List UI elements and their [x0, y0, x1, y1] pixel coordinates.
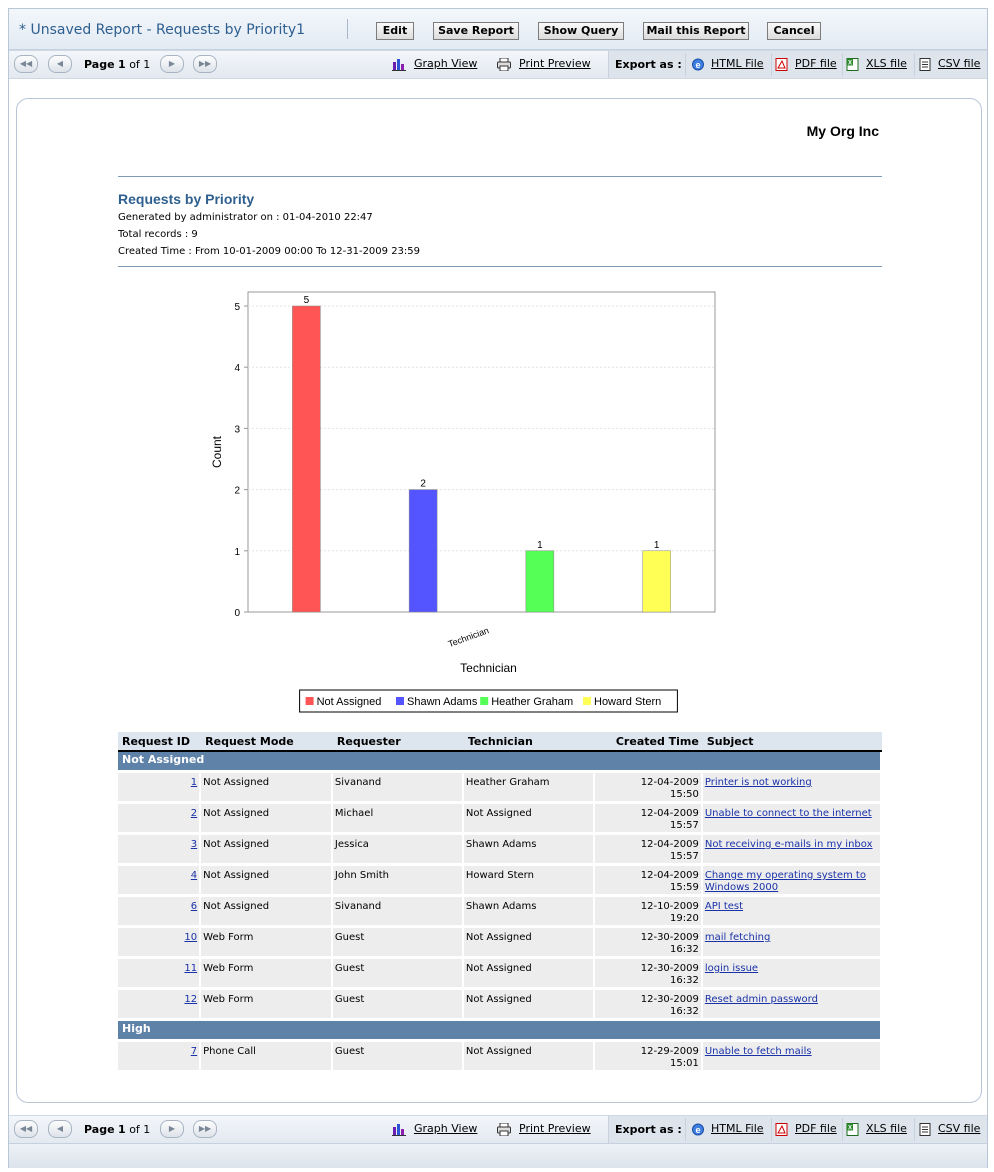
request-id-link[interactable]: 12 [184, 994, 198, 1005]
export-separator [914, 1118, 915, 1141]
requester-cell: Guest [333, 959, 464, 990]
column-header-requester[interactable]: Requester [333, 732, 464, 752]
technician-cell: Not Assigned [464, 804, 595, 835]
requester-cell: Sivanand [333, 773, 464, 804]
next-page-button[interactable]: ▶ [160, 55, 184, 73]
request-id-link[interactable]: 7 [190, 1046, 198, 1057]
group-header-label: High [118, 1021, 882, 1042]
requests-table [118, 732, 882, 1073]
request-mode-cell: Not Assigned [201, 835, 333, 866]
created-time: 15:57 [670, 851, 699, 862]
subject-cell [703, 804, 882, 835]
legend-item: Heather Graham [491, 696, 574, 708]
created-date: 12-30-2009 [640, 994, 699, 1005]
bottom-toolbar [9, 1115, 987, 1144]
request-id-link[interactable]: 2 [190, 808, 198, 819]
created-time: 15:50 [670, 789, 699, 800]
html-file-label: HTML File [711, 57, 764, 70]
page-label: Page [84, 1123, 115, 1136]
export-separator [914, 53, 915, 76]
created-datetime [641, 994, 699, 1017]
created-datetime [641, 839, 699, 862]
request-id-link[interactable]: 6 [190, 901, 198, 912]
divider [118, 266, 882, 267]
export-separator [842, 53, 843, 76]
column-header-technician[interactable]: Technician [464, 732, 595, 752]
request-id-cell [118, 897, 201, 928]
request-id-link[interactable]: 10 [184, 932, 198, 943]
window-title: * Unsaved Report - Requests by Priority1 [19, 22, 306, 38]
technician-cell: Not Assigned [464, 959, 595, 990]
created-time-cell [595, 866, 703, 897]
table-body [118, 752, 882, 1073]
export-bar [608, 51, 987, 78]
mail-report-button[interactable]: Mail this Report [643, 22, 749, 40]
created-date: 12-29-2009 [640, 1046, 699, 1057]
export-separator [771, 1118, 772, 1141]
created-time: 15:01 [670, 1058, 699, 1069]
export-xls-link[interactable] [846, 57, 907, 71]
prev-page-button[interactable]: ◀ [48, 55, 72, 73]
group-header-row [118, 1021, 882, 1042]
export-pdf-link[interactable] [775, 57, 837, 71]
request-id-cell [118, 804, 201, 835]
created-time-range: Created Time : From 10-01-2009 00:00 To 12-31-2009 23:59 [118, 246, 421, 257]
legend-swatch [306, 697, 314, 705]
request-mode-cell: Phone Call [201, 1042, 333, 1073]
created-time: 15:59 [670, 882, 699, 893]
subject-link[interactable]: Unable to fetch mails [704, 1046, 812, 1057]
requester-cell: Guest [333, 1042, 464, 1073]
last-page-button[interactable]: ▶▶ [193, 55, 217, 73]
category-tick-label: Technician [446, 625, 491, 650]
created-datetime [641, 963, 699, 986]
created-time: 19:20 [670, 913, 699, 924]
group-header-row [118, 752, 882, 773]
save-report-button[interactable]: Save Report [433, 22, 519, 40]
legend-swatch [480, 697, 488, 705]
page-total: of 1 [129, 58, 151, 71]
request-id-link[interactable]: 1 [190, 777, 198, 788]
svg-text:X: X [847, 60, 853, 66]
created-time: 16:32 [670, 944, 699, 955]
excel-icon [846, 1123, 860, 1136]
created-time-cell [595, 990, 703, 1021]
top-toolbar [9, 50, 987, 79]
graph-view-label: Graph View [414, 57, 478, 70]
bar-value-label: 5 [303, 295, 310, 306]
technician-cell: Heather Graham [464, 773, 595, 804]
y-axis-label: Count [210, 435, 224, 469]
pdf-file-label: PDF file [795, 1122, 837, 1135]
show-query-button[interactable]: Show Query [538, 22, 624, 40]
subject-link[interactable]: login issue [704, 963, 759, 974]
created-date: 12-10-2009 [640, 901, 699, 912]
created-datetime [641, 1046, 699, 1069]
subject-cell [703, 1042, 882, 1073]
bar-heather-graham [526, 551, 554, 612]
table-row [118, 773, 882, 804]
status-bar [9, 1143, 987, 1168]
graph-view-link[interactable] [392, 1122, 477, 1136]
request-id-cell [118, 990, 201, 1021]
bar-not-assigned [292, 306, 320, 612]
created-date: 12-30-2009 [640, 963, 699, 974]
next-page-button[interactable]: ▶ [160, 1120, 184, 1138]
x-axis-label: Technician [460, 661, 517, 675]
export-separator [685, 1118, 686, 1141]
export-label: Export as : [615, 58, 682, 71]
created-datetime [641, 932, 699, 955]
subject-cell [703, 897, 882, 928]
legend-item: Howard Stern [594, 696, 662, 708]
csv-file-label: CSV file [938, 57, 981, 70]
table-row [118, 959, 882, 990]
org-name: My Org Inc [806, 123, 879, 139]
created-datetime [641, 808, 699, 831]
table-row [118, 897, 882, 928]
request-mode-cell: Not Assigned [201, 866, 333, 897]
page-total: of 1 [129, 1123, 151, 1136]
request-mode-cell: Not Assigned [201, 804, 333, 835]
bar-chart [197, 284, 717, 724]
created-time-cell [595, 835, 703, 866]
csv-file-label: CSV file [938, 1122, 981, 1135]
table-row [118, 928, 882, 959]
printer-icon [497, 58, 511, 71]
created-datetime [641, 901, 699, 924]
table-row [118, 866, 882, 897]
bar-value-label: 1 [537, 539, 543, 551]
request-id-cell [118, 866, 201, 897]
bar-value-label: 2 [420, 478, 426, 490]
bar-chart-svg [197, 284, 717, 724]
request-mode-cell: Web Form [201, 928, 333, 959]
page-indicator [84, 1123, 150, 1136]
export-csv-link[interactable] [918, 1122, 980, 1136]
print-preview-link[interactable] [497, 57, 591, 71]
subject-cell [703, 928, 882, 959]
export-csv-link[interactable] [918, 57, 980, 71]
legend-swatch [396, 697, 404, 705]
request-id-cell [118, 773, 201, 804]
first-page-button[interactable]: ◀◀ [14, 55, 38, 73]
csv-document-icon [918, 58, 932, 71]
subject-cell [703, 866, 882, 897]
subject-link[interactable]: Reset admin password [704, 994, 818, 1005]
bar-shawn-adams [409, 490, 437, 612]
graph-view-label: Graph View [414, 1122, 478, 1135]
y-tick-label: 3 [234, 424, 240, 436]
created-time-cell [595, 928, 703, 959]
report-content [16, 98, 982, 1103]
request-id-link[interactable]: 3 [190, 839, 198, 850]
xls-file-label: XLS file [866, 1122, 907, 1135]
y-tick-label: 5 [234, 302, 240, 313]
created-date: 12-04-2009 [640, 777, 699, 788]
page-indicator [84, 58, 150, 71]
html-file-label: HTML File [711, 1122, 764, 1135]
export-html-link[interactable] [691, 1122, 764, 1136]
subject-cell [703, 990, 882, 1021]
svg-text:e: e [695, 59, 701, 70]
subject-link[interactable]: API test [704, 901, 744, 912]
legend-item: Not Assigned [316, 696, 382, 708]
created-date: 12-04-2009 [640, 808, 699, 819]
page-current: 1 [118, 58, 126, 71]
last-page-button[interactable]: ▶▶ [193, 1120, 217, 1138]
export-separator [771, 53, 772, 76]
export-separator [842, 1118, 843, 1141]
table-header-row [118, 732, 882, 752]
printer-icon [497, 1123, 511, 1136]
cancel-button[interactable]: Cancel [767, 22, 821, 40]
subject-cell [703, 959, 882, 990]
column-header-subject[interactable]: Subject [703, 732, 882, 752]
total-records: Total records : 9 [118, 229, 198, 240]
subject-link[interactable]: Unable to connect to the internet [704, 808, 872, 819]
requester-cell: Jessica [333, 835, 464, 866]
created-date: 12-30-2009 [640, 932, 699, 943]
pdf-icon [775, 1123, 789, 1136]
pdf-file-label: PDF file [795, 57, 837, 70]
pdf-icon [775, 58, 789, 71]
table-row [118, 1042, 882, 1073]
technician-cell: Not Assigned [464, 928, 595, 959]
created-date: 12-04-2009 [640, 870, 699, 881]
request-mode-cell: Not Assigned [201, 773, 333, 804]
created-time-cell [595, 773, 703, 804]
technician-cell: Shawn Adams [464, 835, 595, 866]
technician-cell: Howard Stern [464, 866, 595, 897]
title-bar [9, 9, 987, 50]
graph-view-link[interactable] [392, 57, 477, 71]
export-label: Export as : [615, 1123, 682, 1136]
request-id-cell [118, 959, 201, 990]
request-id-cell [118, 1042, 201, 1073]
y-tick-label: 1 [234, 546, 240, 558]
requester-cell: Guest [333, 928, 464, 959]
subject-link[interactable]: Change my operating system to Windows 2000 [704, 870, 866, 893]
column-header-request-id[interactable]: Request ID [118, 732, 201, 752]
subject-link[interactable]: Printer is not working [704, 777, 812, 788]
request-id-link[interactable]: 11 [184, 963, 198, 974]
request-mode-cell: Web Form [201, 990, 333, 1021]
y-tick-label: 0 [234, 608, 240, 619]
report-title: Requests by Priority [118, 191, 255, 207]
y-tick-label: 4 [234, 363, 240, 375]
technician-cell: Not Assigned [464, 1042, 595, 1073]
created-time-cell [595, 804, 703, 835]
subject-link[interactable]: mail fetching [704, 932, 771, 943]
legend-item: Shawn Adams [407, 696, 478, 708]
group-header-label: Not Assigned [118, 752, 882, 773]
created-time-cell [595, 897, 703, 928]
first-page-button[interactable]: ◀◀ [14, 1120, 38, 1138]
title-separator [347, 19, 348, 39]
request-id-link[interactable]: 4 [190, 870, 198, 881]
requester-cell: Michael [333, 804, 464, 835]
subject-link[interactable]: Not receiving e-mails in my inbox [704, 839, 873, 850]
svg-text:e: e [695, 1124, 701, 1135]
column-header-created-time[interactable]: Created Time [595, 732, 703, 752]
requester-cell: Guest [333, 990, 464, 1021]
request-id-cell [118, 928, 201, 959]
svg-text:X: X [847, 1125, 853, 1131]
request-mode-cell: Web Form [201, 959, 333, 990]
csv-document-icon [918, 1123, 932, 1136]
page-label: Page [84, 58, 115, 71]
xls-file-label: XLS file [866, 57, 907, 70]
created-time: 16:32 [670, 975, 699, 986]
report-window [8, 8, 988, 1168]
export-html-link[interactable] [691, 57, 764, 71]
bar-chart-icon [392, 58, 406, 71]
excel-icon [846, 58, 860, 71]
legend-swatch [583, 697, 591, 705]
subject-cell [703, 835, 882, 866]
bar-chart-icon [392, 1123, 406, 1136]
bar-howard-stern [643, 551, 671, 612]
page-current: 1 [118, 1123, 126, 1136]
print-preview-label: Print Preview [519, 57, 591, 70]
print-preview-label: Print Preview [519, 1122, 591, 1135]
bar-value-label: 1 [653, 539, 660, 551]
edit-button[interactable]: Edit [376, 22, 414, 40]
export-xls-link[interactable] [846, 1122, 907, 1136]
created-time-cell [595, 1042, 703, 1073]
export-pdf-link[interactable] [775, 1122, 837, 1136]
table-row [118, 835, 882, 866]
column-header-request-mode[interactable]: Request Mode [201, 732, 333, 752]
requester-cell: John Smith [333, 866, 464, 897]
export-separator [685, 53, 686, 76]
ie-globe-icon [691, 1123, 705, 1136]
request-mode-cell: Not Assigned [201, 897, 333, 928]
requester-cell: Sivanand [333, 897, 464, 928]
technician-cell: Shawn Adams [464, 897, 595, 928]
divider [118, 176, 882, 177]
created-time: 15:57 [670, 820, 699, 831]
created-time-cell [595, 959, 703, 990]
request-id-cell [118, 835, 201, 866]
subject-cell [703, 773, 882, 804]
print-preview-link[interactable] [497, 1122, 591, 1136]
ie-globe-icon [691, 58, 705, 71]
table-row [118, 990, 882, 1021]
technician-cell: Not Assigned [464, 990, 595, 1021]
prev-page-button[interactable]: ◀ [48, 1120, 72, 1138]
generated-info: Generated by administrator on : 01-04-2010 22:47 [118, 212, 373, 223]
created-datetime [641, 777, 699, 800]
y-tick-label: 2 [234, 485, 240, 497]
created-time: 16:32 [670, 1006, 699, 1017]
created-datetime [641, 870, 699, 893]
created-date: 12-04-2009 [640, 839, 699, 850]
export-bar [608, 1116, 987, 1143]
table-row [118, 804, 882, 835]
